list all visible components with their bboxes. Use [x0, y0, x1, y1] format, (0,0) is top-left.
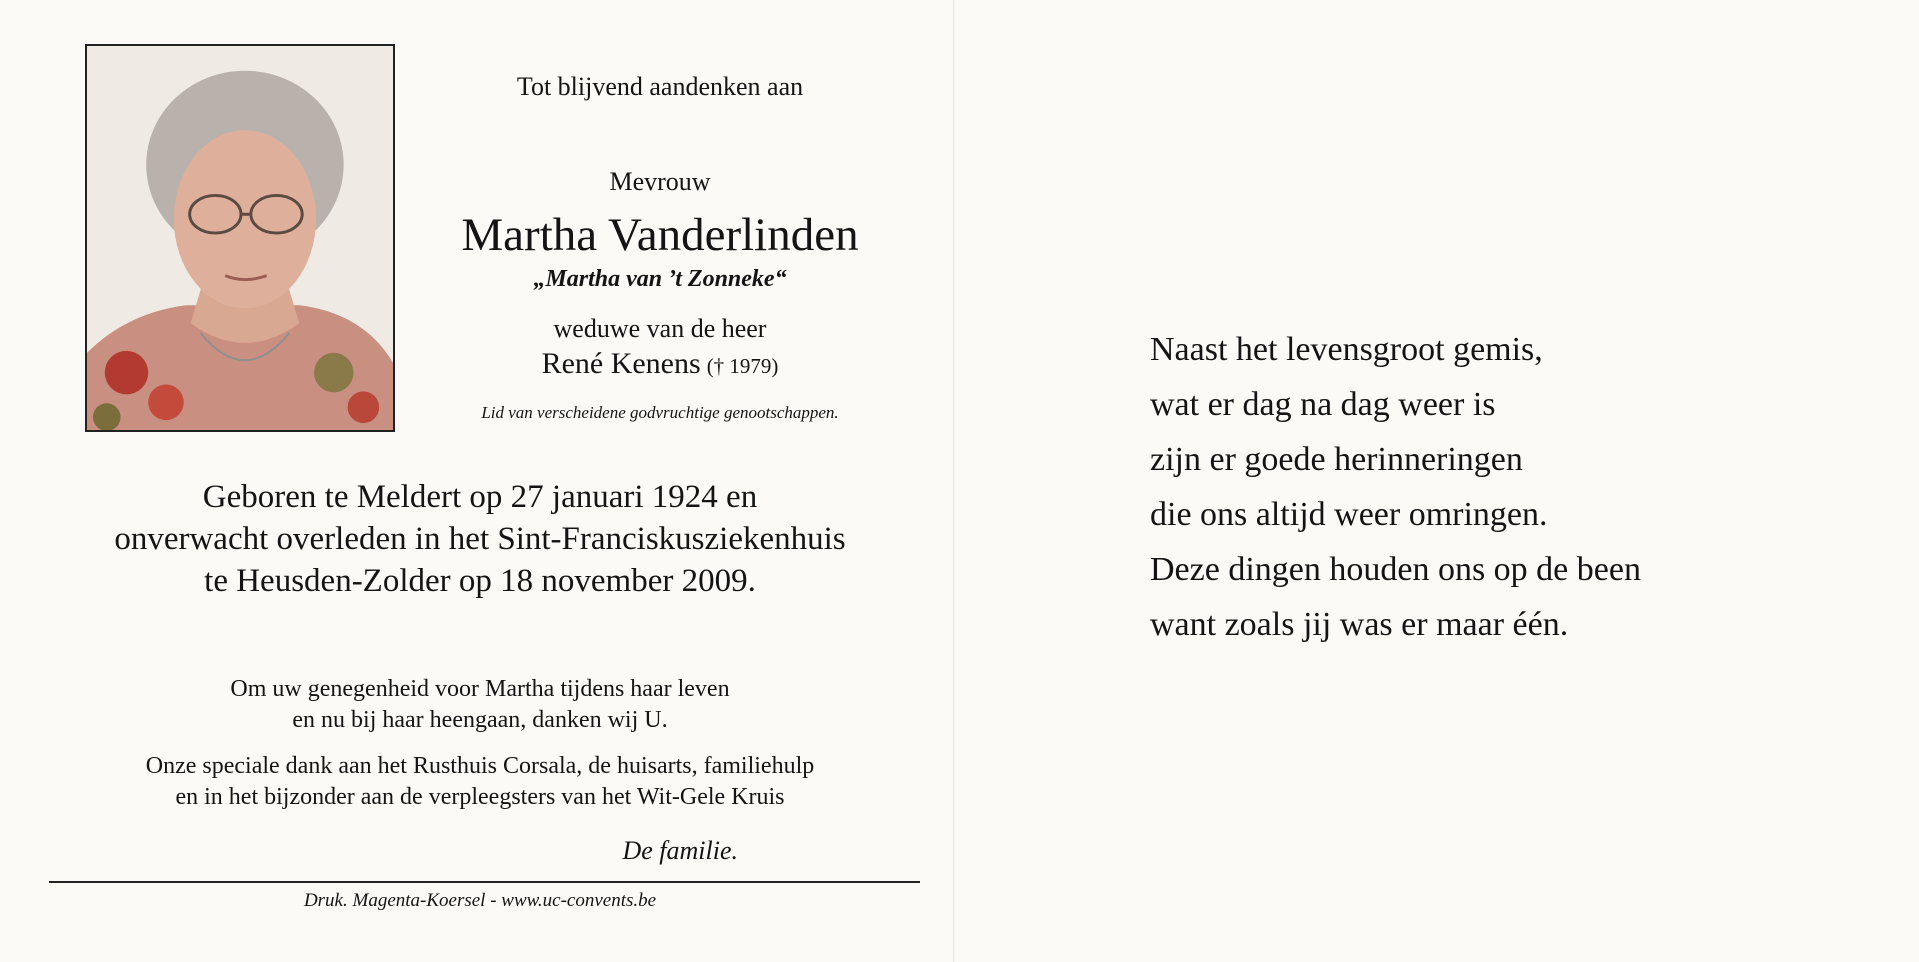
printer-credit: Druk. Magenta-Koersel - www.uc-convents.be — [303, 890, 657, 911]
poem-line: want zoals jij was er maar één. — [1150, 606, 1569, 643]
thanks-line: en in het bijzonder aan de verpleegsters van het Wit-Gele Kruis — [175, 784, 785, 810]
thanks-line: Om uw genegenheid voor Martha tijdens haar leven — [230, 676, 730, 702]
spouse-death-year: († 1979) — [706, 354, 779, 378]
thanks-line: Onze speciale dank aan het Rusthuis Corsala, de huisarts, familiehulp — [145, 753, 815, 779]
signature — [440, 836, 880, 866]
birth-death-line: Geboren te Meldert op 27 januari 1924 en — [202, 479, 758, 515]
poem-line: wat er dag na dag weer is — [1150, 386, 1496, 423]
intro-line: Tot blijvend aandenken aan — [516, 72, 804, 101]
signature-text: De familie. — [622, 836, 738, 865]
portrait-image — [87, 46, 393, 430]
divider-rule — [49, 881, 920, 883]
poem-line: Deze dingen houden ons op de been — [1150, 551, 1641, 588]
thanks-block-1 — [40, 674, 920, 736]
fold-line — [953, 0, 955, 962]
poem — [1150, 322, 1641, 652]
thanks-block-2 — [40, 751, 920, 813]
deceased-name: Martha Vanderlinden — [461, 209, 859, 261]
birth-death-block — [40, 476, 920, 602]
membership-note: Lid van verscheidene godvruchtige genootschappen. — [481, 403, 839, 422]
spouse-intro: weduwe van de heer — [553, 314, 767, 343]
poem-line: Naast het levensgroot gemis, — [1150, 331, 1543, 368]
poem-line: zijn er goede herinneringen — [1150, 441, 1523, 478]
thanks-line: en nu bij haar heengaan, danken wij U. — [292, 707, 668, 733]
birth-death-line: onverwacht overleden in het Sint-Franciskusziekenhuis — [114, 521, 846, 557]
spouse-name: René Kenens — [541, 347, 701, 380]
spouse-line — [440, 347, 880, 381]
birth-death-line: te Heusden-Zolder op 18 november 2009. — [204, 563, 756, 599]
nickname: „Martha van ’t Zonneke“ — [533, 266, 787, 292]
salutation: Mevrouw — [609, 167, 711, 196]
poem-line: die ons altijd weer omringen. — [1150, 496, 1548, 533]
portrait-photo — [85, 44, 395, 432]
